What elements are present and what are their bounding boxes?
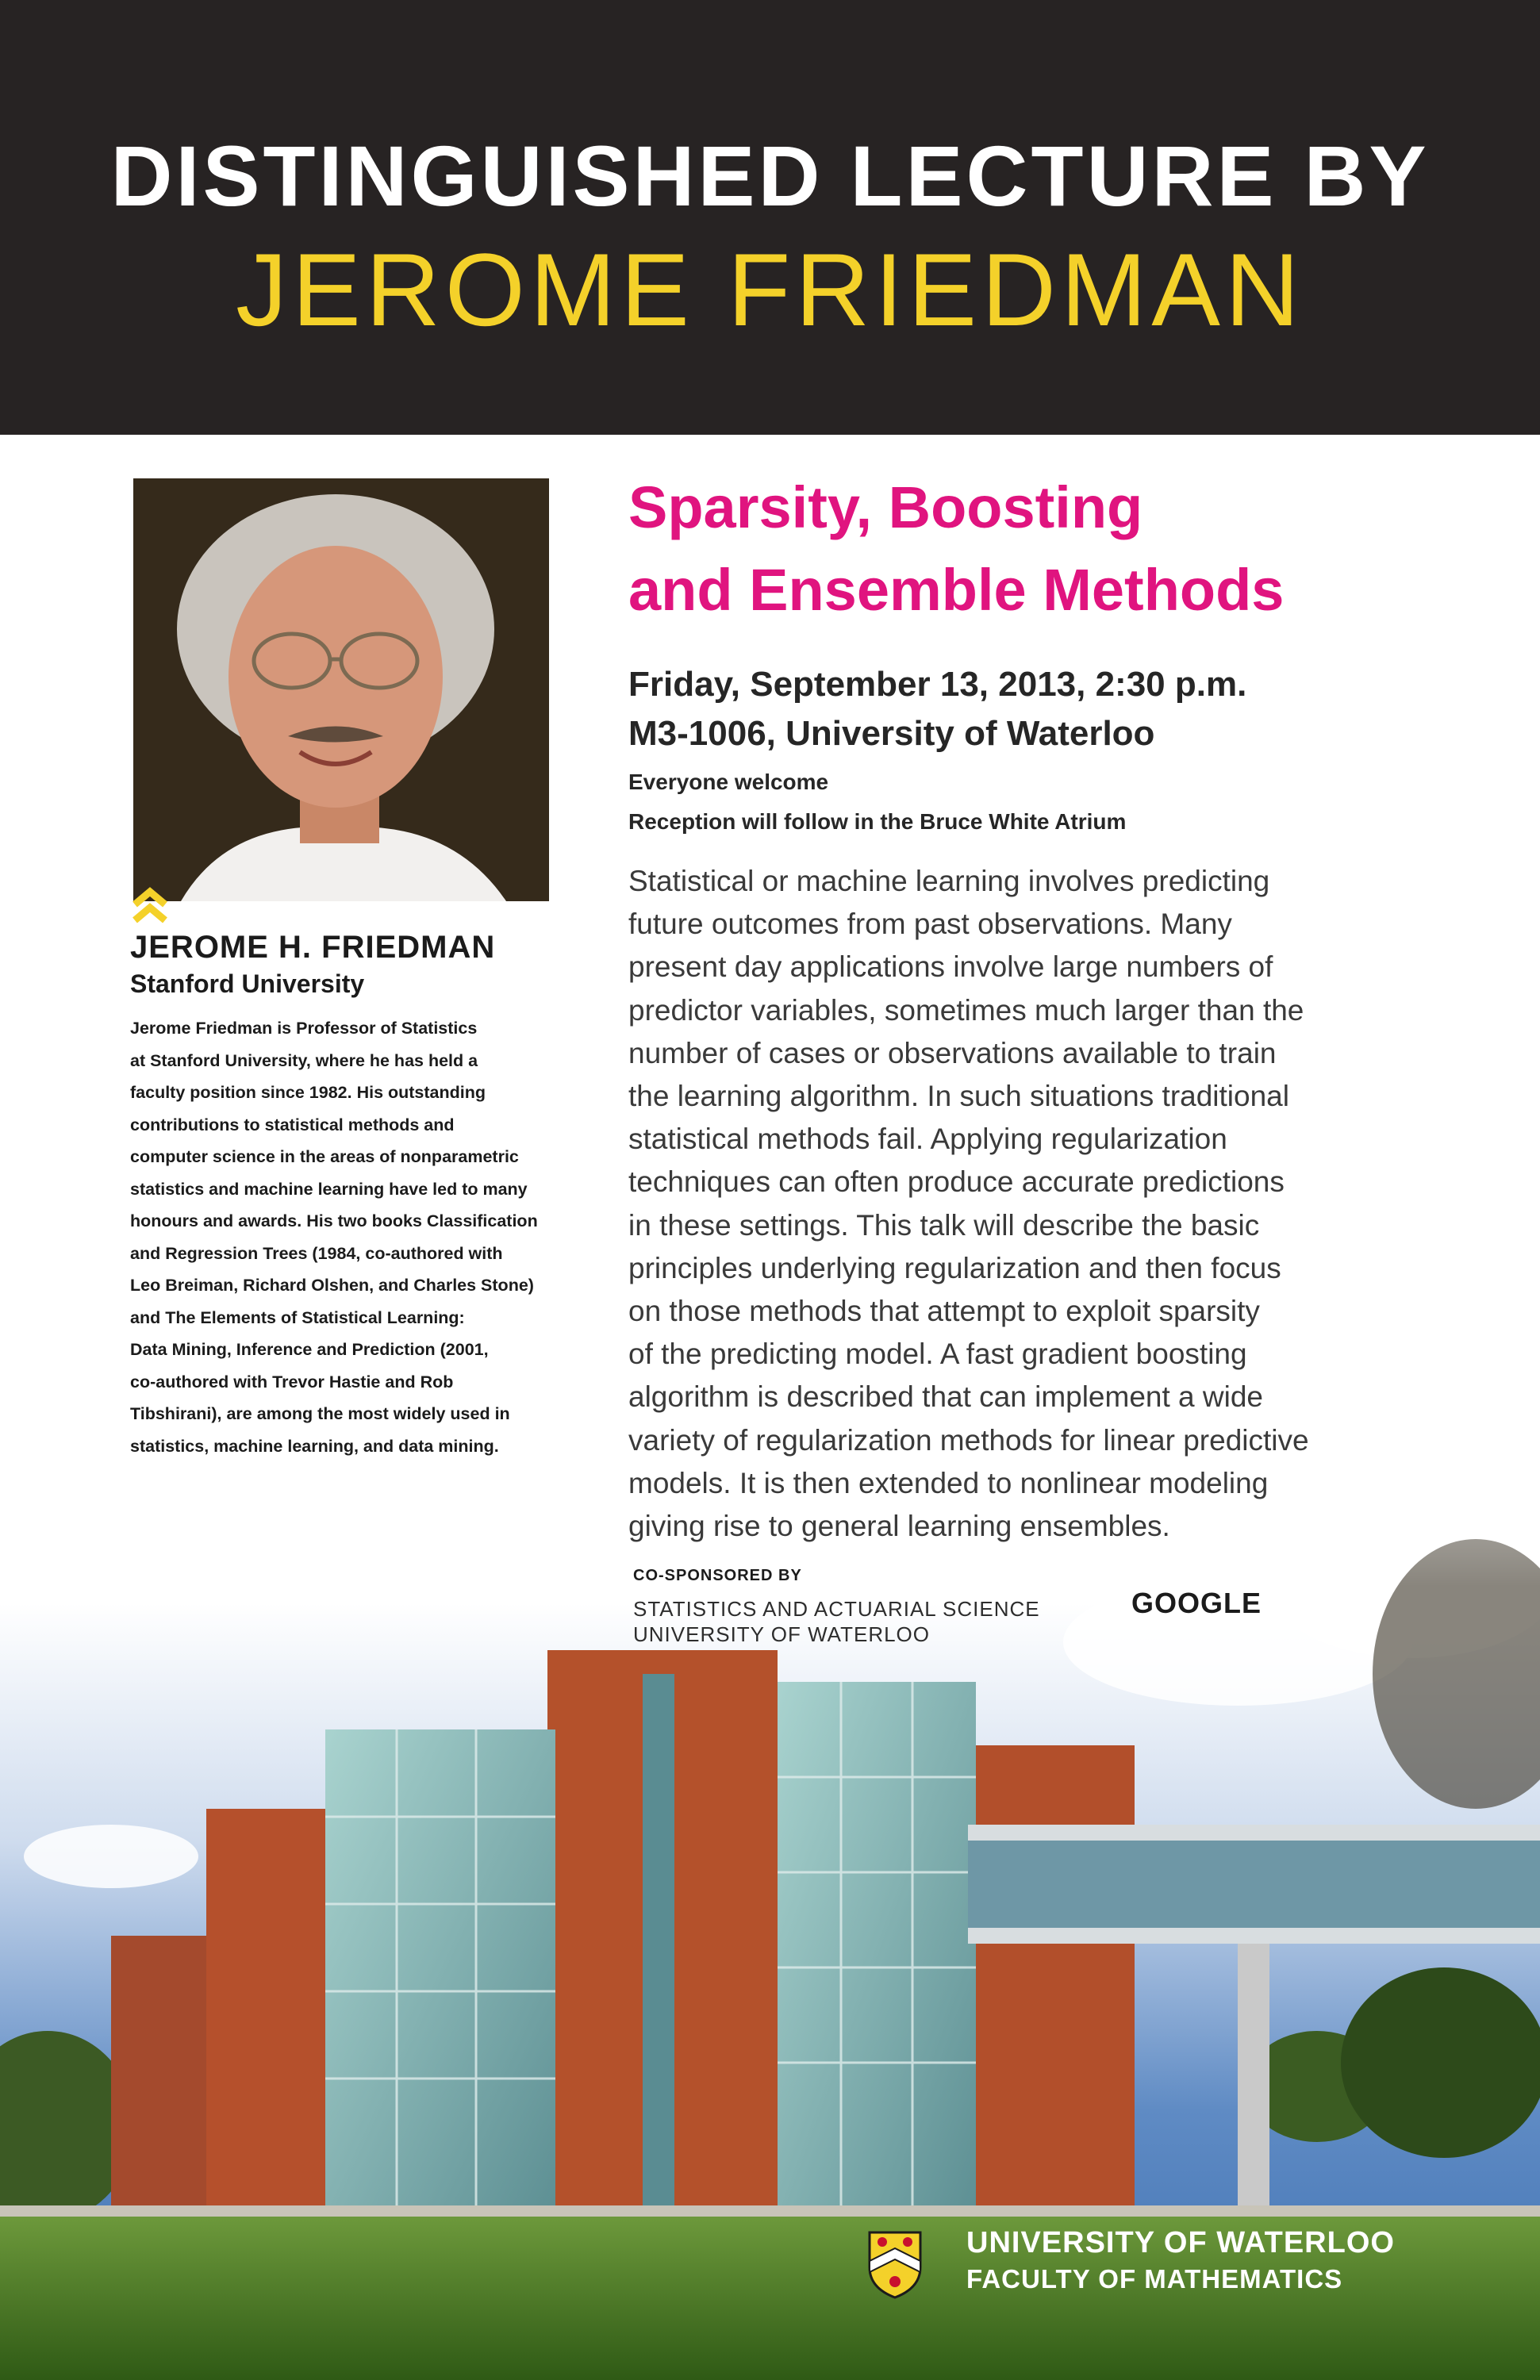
header-title: DISTINGUISHED LECTURE BY: [110, 128, 1430, 224]
abstract-line: predictor variables, sometimes much larger than the: [628, 993, 1304, 1027]
abstract-line: in these settings. This talk will describe the basic: [628, 1208, 1260, 1242]
cosponsor-google: GOOGLE: [1131, 1587, 1262, 1619]
cosponsor-label: CO-SPONSORED BY: [633, 1567, 802, 1584]
abstract-line: models. It is then extended to nonlinear modeling: [628, 1466, 1269, 1499]
chevron-up-icon: [132, 887, 168, 925]
abstract-line: the learning algorithm. In such situations traditional: [628, 1080, 1289, 1113]
abstract-line: future outcomes from past observations. Many: [628, 908, 1232, 941]
bio-line: honours and awards. His two books Classification: [130, 1211, 538, 1230]
event-venue: M3-1006, University of Waterloo: [628, 714, 1155, 753]
speaker-name: JEROME H. FRIEDMAN: [130, 930, 496, 965]
bio-line: statistics, machine learning, and data mining.: [130, 1436, 499, 1456]
talk-title-line: and Ensemble Methods: [628, 557, 1285, 623]
bio-line: computer science in the areas of nonparametric: [130, 1147, 519, 1166]
bio-line: statistics and machine learning have led to many: [130, 1179, 528, 1199]
university-name: UNIVERSITY OF WATERLOO: [966, 2226, 1395, 2259]
bio-line: contributions to statistical methods and: [130, 1115, 455, 1134]
speaker-portrait: [133, 478, 549, 901]
cosponsor-statistics: [633, 1596, 1040, 1647]
abstract-line: statistical methods fail. Applying regularization: [628, 1123, 1227, 1156]
bio-line: Leo Breiman, Richard Olshen, and Charles Stone): [130, 1276, 534, 1295]
event-date-time: Friday, September 13, 2013, 2:30 p.m.: [628, 665, 1247, 704]
abstract-line: present day applications involve large numbers of: [628, 950, 1273, 984]
bio-line: Tibshirani), are among the most widely used in: [130, 1404, 510, 1423]
abstract-line: on those methods that attempt to exploit sparsity: [628, 1295, 1260, 1328]
abstract-line: of the predicting model. A fast gradient boosting: [628, 1338, 1247, 1371]
bio-line: faculty position since 1982. His outstanding: [130, 1083, 486, 1102]
university-crest-icon: [866, 2229, 924, 2299]
speaker-affiliation: Stanford University: [130, 969, 365, 998]
faculty-name: FACULTY OF MATHEMATICS: [966, 2264, 1343, 2294]
header-banner: [0, 0, 1540, 435]
talk-title-line: Sparsity, Boosting: [628, 474, 1143, 540]
header-speaker-name: JEROME FRIEDMAN: [236, 232, 1304, 347]
bio-line: co-authored with Trevor Hastie and Rob: [130, 1372, 454, 1392]
bio-line: Data Mining, Inference and Prediction (2001,: [130, 1340, 489, 1359]
abstract-line: Statistical or machine learning involves predicting: [628, 865, 1270, 897]
abstract-line: algorithm is described that can implement a wide: [628, 1380, 1263, 1414]
abstract-line: variety of regularization methods for linear predictive: [628, 1423, 1309, 1457]
abstract-line: techniques can often produce accurate predictions: [628, 1165, 1285, 1199]
speaker-bio: [130, 1012, 574, 1462]
abstract-line: giving rise to general learning ensembles.: [628, 1510, 1170, 1543]
bio-line: and The Elements of Statistical Learning:: [130, 1307, 465, 1327]
event-reception-note: Reception will follow in the Bruce White Atrium: [628, 809, 1127, 834]
abstract-line: number of cases or observations available to train: [628, 1036, 1277, 1069]
cosponsor-line: UNIVERSITY OF WATERLOO: [633, 1622, 931, 1646]
bio-line: and Regression Trees (1984, co-authored with: [130, 1243, 503, 1263]
cosponsor-line: STATISTICS AND ACTUARIAL SCIENCE: [633, 1597, 1040, 1621]
abstract-line: principles underlying regularization and then focus: [628, 1251, 1281, 1284]
talk-title: [628, 466, 1501, 631]
event-welcome-note: Everyone welcome: [628, 770, 829, 794]
bio-line: at Stanford University, where he has held a: [130, 1050, 478, 1070]
bio-line: Jerome Friedman is Professor of Statistics: [130, 1019, 478, 1038]
talk-abstract: [628, 860, 1517, 1548]
